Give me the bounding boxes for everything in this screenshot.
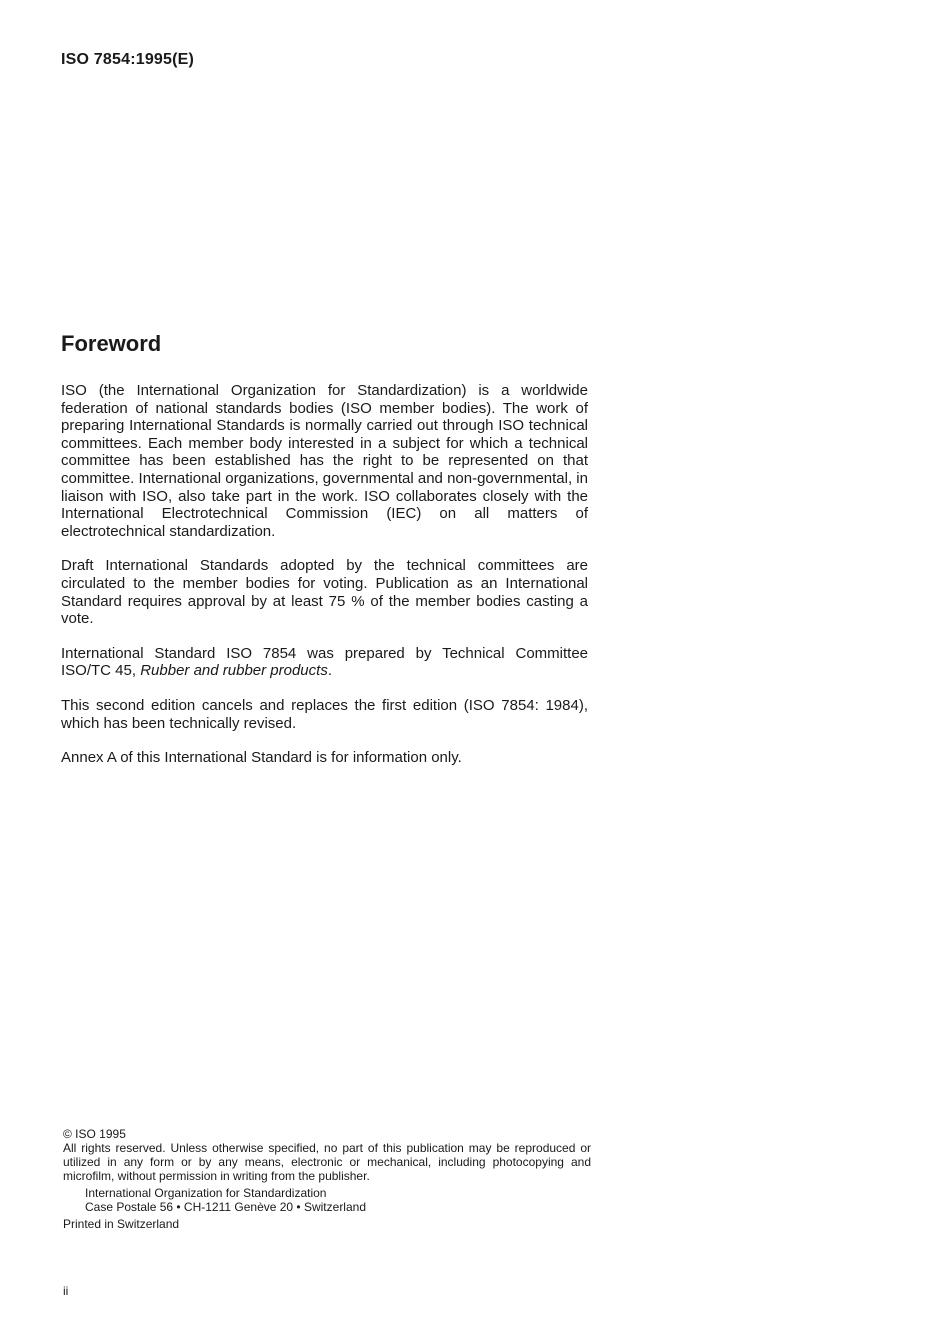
publisher-name: International Organization for Standardization <box>85 1186 327 1200</box>
foreword-paragraph-4: This second edition cancels and replaces the first edition (ISO 7854: 1984), which has been technically revised. <box>61 696 588 732</box>
foreword-paragraph-3 <box>61 645 588 680</box>
foreword-paragraph-3-prefix: International Standard ISO 7854 was prepared by Technical Committee ISO/TC 45, <box>61 644 588 680</box>
publisher-postal-address: Case Postale 56 • CH-1211 Genève 20 • Switzerland <box>85 1200 366 1214</box>
foreword-paragraph-5: Annex A of this International Standard is for information only. <box>61 749 462 767</box>
rights-statement: All rights reserved. Unless otherwise specified, no part of this publication may be reproduced or utilized in any form or by any means, electronic or mechanical, including photocopying and microfilm, without permission in writing from the publisher. <box>63 1141 591 1183</box>
foreword-body <box>61 382 588 784</box>
copyright-notice: © ISO 1995 <box>63 1127 126 1141</box>
foreword-heading: Foreword <box>61 331 162 356</box>
publisher-address <box>63 1186 591 1214</box>
document-identifier: ISO 7854:1995(E) <box>61 51 195 68</box>
foreword-paragraph-2: Draft International Standards adopted by the technical committees are circulated to the member bodies for voting. Publication as an International Standard requires approval by at least 75 % of the member bodies casting a vote. <box>61 557 588 628</box>
foreword-paragraph-1: ISO (the International Organization for Standardization) is a worldwide federation of national standards bodies (ISO member bodies). The work of preparing International Standards is normally carried out through ISO technical committees. Each member body interested in a subject for which a technical committee has been established has the right to be represented on that committee. International organizations, governmental and non-governmental, in liaison with ISO, also take part in the work. ISO collaborates closely with the International Electrotechnical Commission (IEC) on all matters of electrotechnical standardization. <box>61 382 588 540</box>
copyright-block <box>63 1127 591 1231</box>
foreword-paragraph-3-suffix: . <box>327 662 332 680</box>
page-number: ii <box>63 1284 69 1298</box>
committee-title: Rubber and rubber products <box>140 662 328 680</box>
printed-location: Printed in Switzerland <box>63 1217 180 1231</box>
